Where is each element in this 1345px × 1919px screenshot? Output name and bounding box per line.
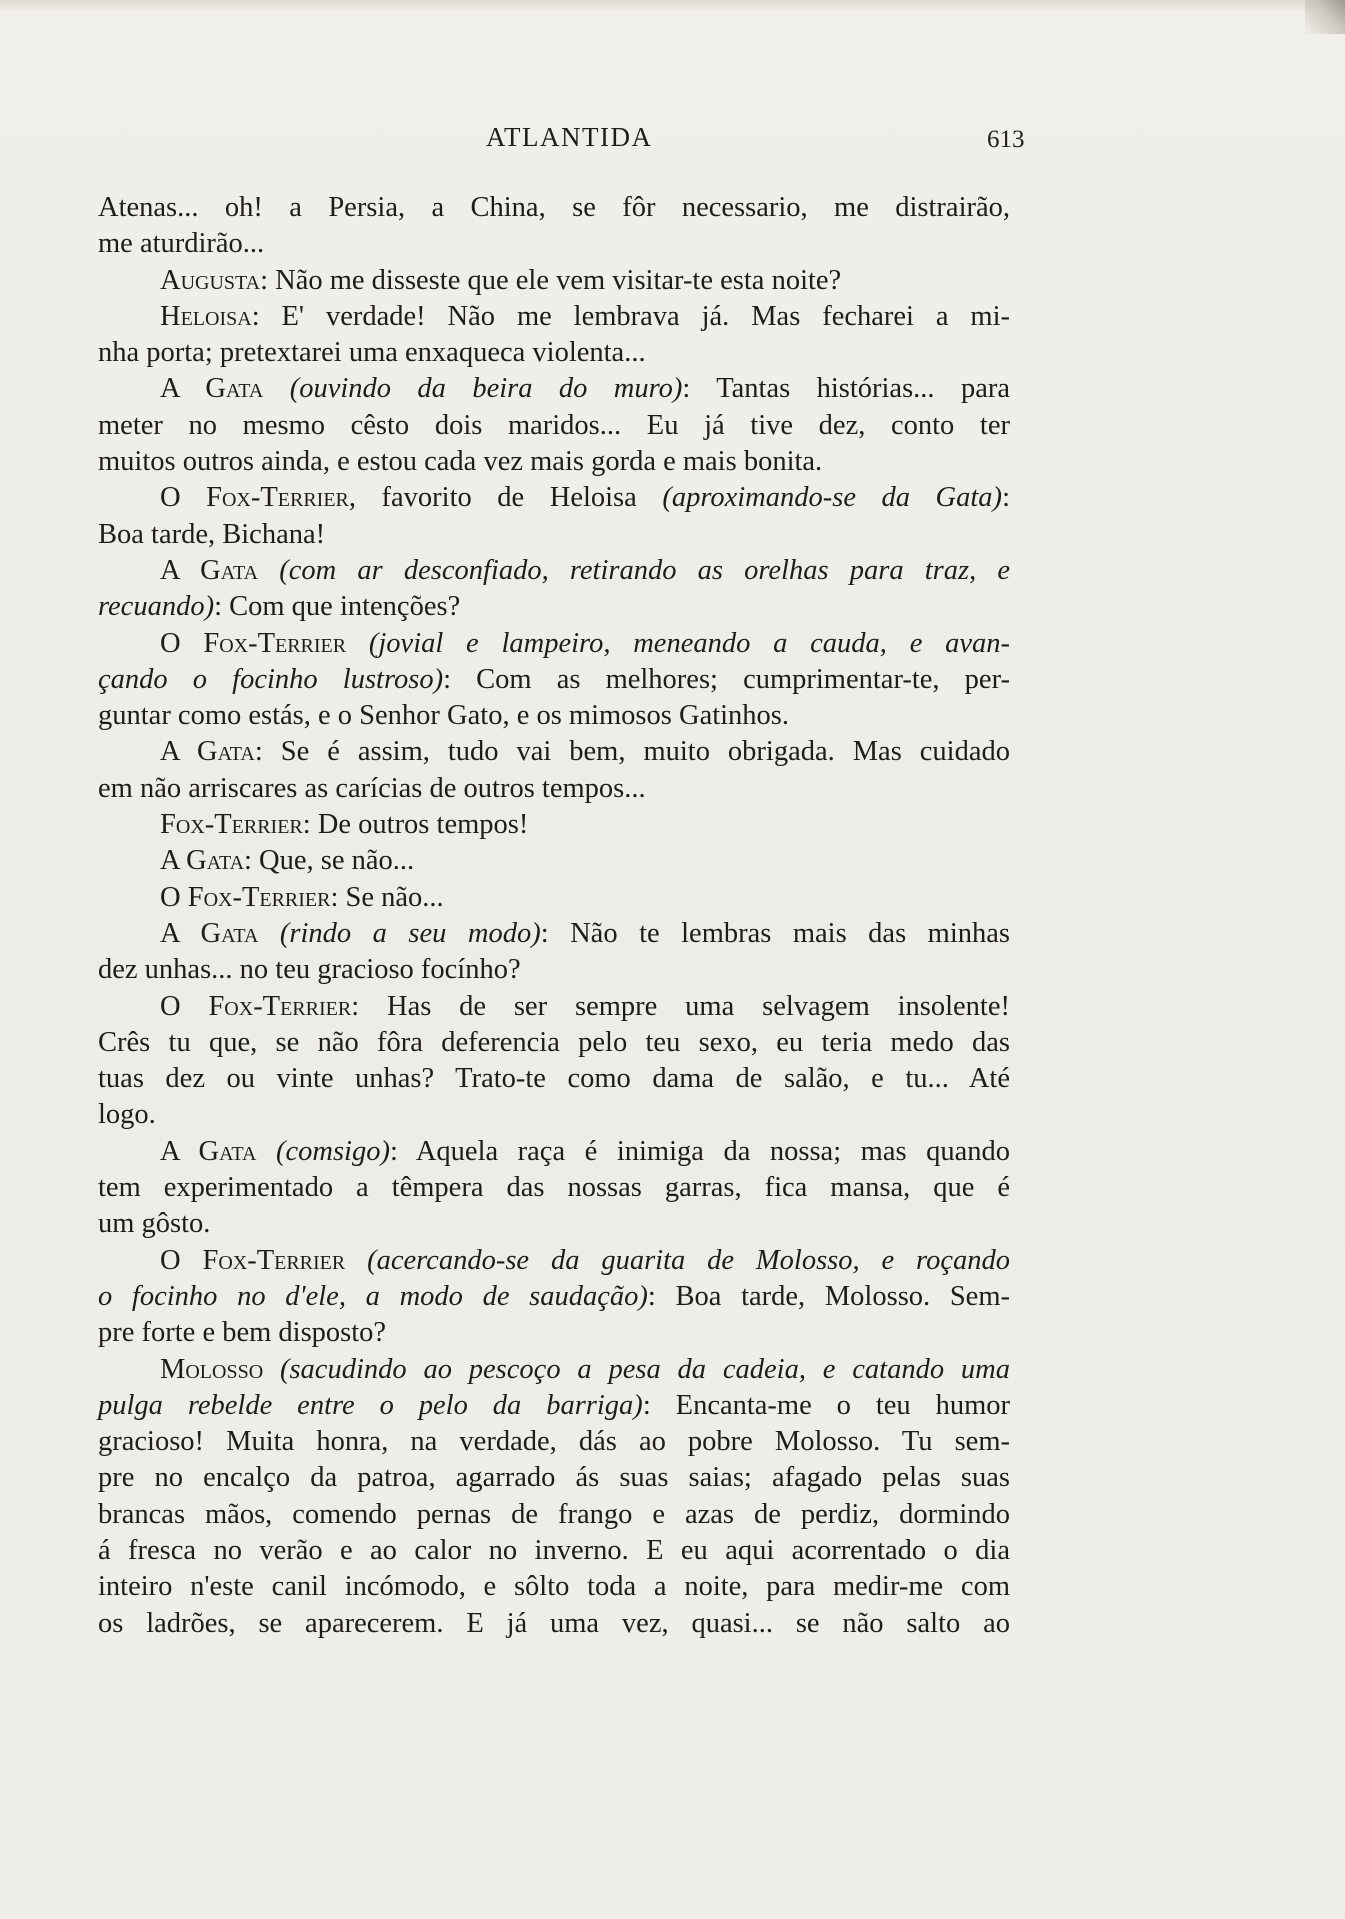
speaker-name: Gata — [196, 736, 255, 768]
line-text: A — [160, 373, 206, 405]
line-text: dez unhas... no teu gracioso focínho? — [98, 954, 521, 986]
page-top-edge — [0, 0, 1345, 12]
line-text: O — [160, 990, 209, 1022]
line-text: : De outros tempos! — [302, 809, 529, 841]
speaker-name: Augusta — [160, 264, 261, 296]
text-line — [98, 517, 1010, 553]
line-text: A — [160, 845, 187, 877]
line-text: muitos outros ainda, e estou cada vez mais gorda e mais bonita. — [98, 446, 823, 478]
line-text — [346, 628, 369, 659]
stage-direction: (rindo a seu modo) — [279, 917, 541, 949]
text-line — [98, 1243, 1010, 1279]
speaker-name: Fox-Terrier — [208, 990, 352, 1022]
line-text: logo. — [98, 1099, 156, 1131]
line-text — [263, 1354, 280, 1385]
page-number: 613 — [987, 126, 1025, 153]
text-line — [98, 1279, 1010, 1315]
line-text: um gôsto. — [98, 1208, 211, 1240]
line-text: : Não te lembras mais das minhas — [540, 917, 1010, 949]
text-line — [98, 952, 1010, 988]
line-text: em não arriscares as carícias de outros tempos... — [98, 772, 646, 804]
text-line — [98, 371, 1010, 407]
line-text: : Se é assim, tudo vai bem, muito obrigada. Mas cuidado — [254, 736, 1010, 768]
text-line — [98, 1352, 1010, 1388]
line-text: os ladrões, se aparecerem. E já uma vez, quasi... se não salto ao — [98, 1607, 1010, 1639]
line-text: inteiro n'este canil incómodo, e sôlto toda a noite, para medir-me com — [98, 1571, 1010, 1603]
line-text: tem experimentado a têmpera das nossas garras, fica mansa, que é — [98, 1172, 1010, 1204]
body-text — [98, 190, 1010, 1642]
line-text: O — [160, 881, 188, 913]
line-text: Crês tu que, se não fôra deferencia pelo teu sexo, eu teria medo das — [98, 1026, 1010, 1058]
text-line — [98, 480, 1010, 516]
text-line — [98, 226, 1010, 262]
running-title: ATLANTIDA — [486, 122, 653, 152]
speaker-name: Fox-Terrier — [206, 482, 349, 514]
stage-direction: çando o focinho lustroso) — [98, 663, 444, 695]
line-text: á fresca no verão e ao calor no inverno. E eu aqui acorrentado o dia — [98, 1534, 1010, 1566]
text-line — [98, 1606, 1010, 1642]
stage-direction: (jovial e lampeiro, meneando a cauda, e avan- — [368, 627, 1011, 659]
text-line — [98, 698, 1010, 734]
line-text: : Has de ser sempre uma selvagem insolente! — [351, 990, 1010, 1022]
line-text: tuas dez ou vinte unhas? Trato-te como dama de salão, e tu... Até — [98, 1063, 1010, 1095]
text-line — [98, 843, 1010, 879]
speaker-name: Molosso — [160, 1353, 264, 1385]
line-text: : Com as melhores; cumprimentar-te, per- — [443, 663, 1010, 695]
line-text: brancas mãos, comendo pernas de frango e azas de perdiz, dormindo — [98, 1498, 1010, 1530]
text-line — [98, 1061, 1010, 1097]
speaker-name: Fox-Terrier — [187, 881, 331, 913]
stage-direction: (acercando-se da guarita de Molosso, e roçando — [367, 1244, 1010, 1276]
speaker-name: Gata — [186, 845, 245, 877]
text-line — [98, 1424, 1010, 1460]
stage-direction: (com ar desconfiado, retirando as orelhas para traz, e — [279, 554, 1011, 586]
speaker-name: Gata — [200, 917, 259, 949]
page-corner-shadow — [1305, 0, 1345, 34]
stage-direction: pulga rebelde entre o pelo da barriga) — [98, 1389, 643, 1421]
text-line — [98, 299, 1010, 335]
line-text: pre no encalço da patroa, agarrado ás suas saias; afagado pelas suas — [98, 1462, 1010, 1494]
line-text — [263, 373, 289, 404]
line-text: A — [160, 1135, 199, 1167]
line-text: gracioso! Muita honra, na verdade, dás ao pobre Molosso. Tu sem- — [98, 1426, 1010, 1458]
line-text: pre forte e bem disposto? — [98, 1317, 387, 1349]
text-line — [98, 1134, 1010, 1170]
line-text: Atenas... oh! a Persia, a China, se fôr necessario, me distrairão, — [98, 192, 1010, 223]
text-line — [98, 880, 1010, 916]
text-line — [98, 1097, 1010, 1133]
text-line — [98, 662, 1010, 698]
speaker-name: Gata — [198, 1135, 257, 1167]
stage-direction: (ouvindo da beira do muro) — [289, 373, 683, 405]
line-text — [256, 1136, 276, 1167]
line-text: O — [160, 482, 207, 514]
text-line — [98, 553, 1010, 589]
line-text: : Aquela raça é inimiga da nossa; mas quando — [389, 1135, 1011, 1167]
speaker-name: Heloisa — [160, 300, 252, 332]
stage-direction: (aproximando-se da Gata) — [662, 482, 1003, 514]
line-text: A — [160, 736, 197, 768]
text-line — [98, 1569, 1010, 1605]
text-line — [98, 734, 1010, 770]
text-line — [98, 444, 1010, 480]
stage-direction: (sacudindo ao pescoço a pesa da cadeia, e catando uma — [279, 1353, 1010, 1385]
stage-direction: (comsigo) — [275, 1135, 390, 1167]
stage-direction: o focinho no d'ele, a modo de saudação) — [98, 1280, 648, 1312]
line-text: : Tantas histórias... para — [682, 373, 1010, 405]
line-text: guntar como estás, e o Senhor Gato, e os mimosos Gatinhos. — [98, 700, 790, 732]
line-text: Boa tarde, Bichana! — [98, 518, 326, 550]
text-line — [98, 263, 1010, 299]
line-text: : E' verdade! Não me lembrava já. Mas fecharei a mi- — [251, 300, 1010, 332]
text-line — [98, 1206, 1010, 1242]
line-text: O — [160, 1244, 203, 1276]
line-text: A — [160, 917, 201, 949]
line-text — [258, 918, 280, 949]
line-text: : Encanta-me o teu humor — [642, 1389, 1011, 1421]
speaker-name: Gata — [200, 554, 259, 586]
speaker-name: Fox-Terrier — [160, 809, 303, 841]
line-text: : Se não... — [330, 881, 444, 913]
line-text — [258, 555, 279, 586]
line-text: A — [160, 554, 201, 586]
line-text: , favorito de Heloisa — [348, 482, 663, 514]
line-text: meter no mesmo cêsto dois maridos... Eu já tive dez, conto ter — [98, 409, 1010, 441]
text-line — [98, 1025, 1010, 1061]
text-line — [98, 1170, 1010, 1206]
page-header — [0, 122, 1345, 162]
line-text: O — [160, 627, 204, 659]
text-line — [98, 771, 1010, 807]
text-line — [98, 335, 1010, 371]
text-line — [98, 916, 1010, 952]
text-line — [98, 1533, 1010, 1569]
text-line — [98, 626, 1010, 662]
line-text — [345, 1245, 367, 1276]
line-text: : Não me disseste que ele vem visitar-te esta noite? — [260, 264, 842, 296]
text-line — [98, 1388, 1010, 1424]
speaker-name: Gata — [205, 373, 264, 405]
line-text: : Boa tarde, Molosso. Sem- — [647, 1280, 1010, 1312]
text-line — [98, 408, 1010, 444]
speaker-name: Fox-Terrier — [202, 1244, 346, 1276]
speaker-name: Fox-Terrier — [203, 627, 347, 659]
text-line — [98, 1460, 1010, 1496]
text-line — [98, 1315, 1010, 1351]
line-text: : — [1002, 482, 1010, 514]
line-text: nha porta; pretextarei uma enxaqueca violenta... — [98, 337, 646, 369]
text-line — [98, 589, 1010, 625]
text-line — [98, 190, 1010, 226]
line-text: : Com que intenções? — [214, 591, 461, 623]
text-line — [98, 807, 1010, 843]
line-text: : Que, se não... — [244, 845, 415, 877]
line-text: me aturdirão... — [98, 228, 265, 260]
text-line — [98, 1497, 1010, 1533]
text-line — [98, 989, 1010, 1025]
stage-direction: recuando) — [98, 591, 215, 623]
